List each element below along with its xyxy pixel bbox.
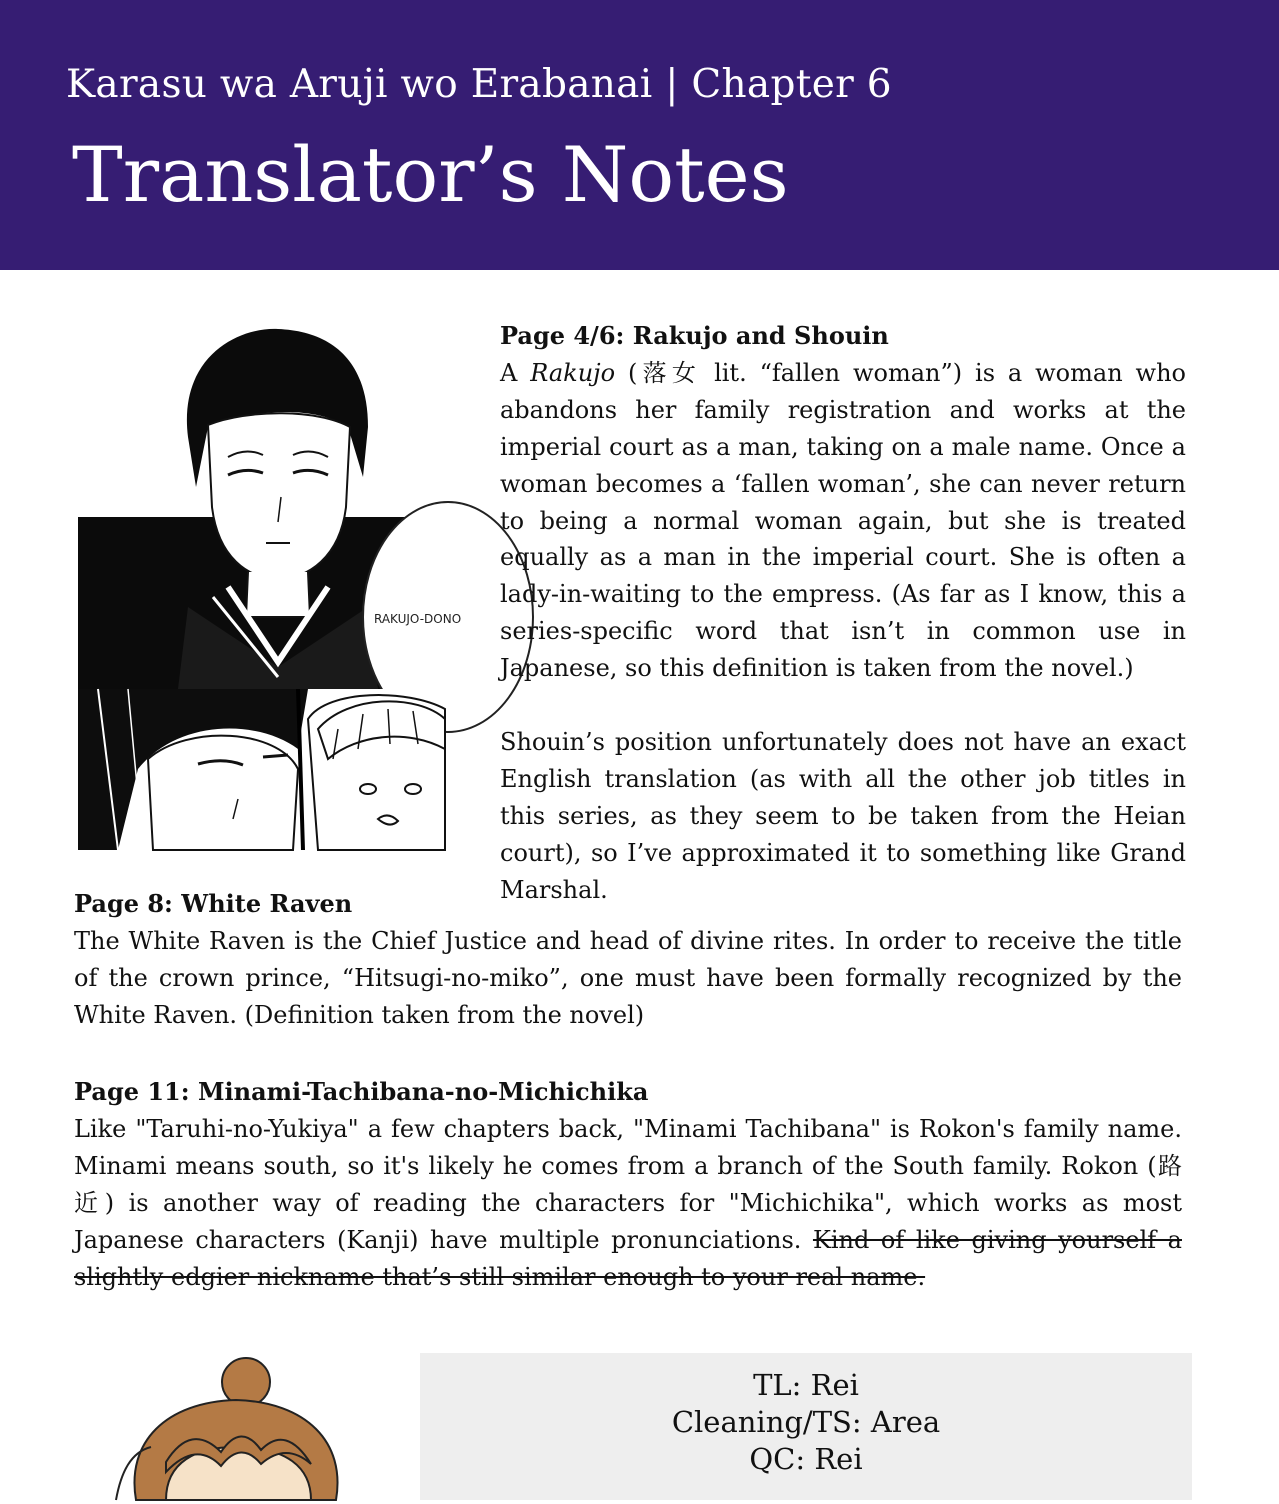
note-heading: Page 4/6: Rakujo and Shouin (500, 321, 889, 350)
credit-tl: TL: Rei (753, 1368, 859, 1402)
page-title: Translator’s Notes (72, 130, 789, 219)
note-paragraph (500, 355, 1186, 687)
note-text: (落女 lit. “fallen woman”) is a woman who abandons her family registration and works at the imperial court as a man, taking on a male name. Once a woman becomes a ‘fallen woman’, she can never return to being a normal woman again, but she is treated equally as a man in the imperial court. She is often a lady-in-waiting to the empress. (As far as I know, this a series-specific word that isn’t in common use in Japanese, so this definition is taken from the novel.) (500, 358, 1187, 683)
manga-panel-rakujo (78, 317, 462, 689)
credits-box (420, 1353, 1192, 1500)
header-banner (0, 0, 1279, 270)
note-heading: Page 11: Minami-Tachibana-no-Michichika (74, 1077, 649, 1106)
series-chapter-subtitle: Karasu wa Aruji wo Erabanai | Chapter 6 (66, 62, 892, 107)
note-paragraph (74, 1111, 1182, 1296)
note-text: Like "Taruhi-no-Yukiya" a few chapters back, "Minami Tachibana" is Rokon's family name. Minami means south, so it's likely he comes from a branch of the South family. Rokon (路近) is another way of reading the characters for "Michichika", which works as most Japanese characters (Kanji) have multiple pronunciations. (74, 1114, 1182, 1254)
note-paragraph: Shouin’s position unfortunately does not have an exact English translation (as with all the other job titles in this series, as they seem to be taken from the Heian court), so I’ve approximated it to something like Grand Marshal. (500, 727, 1186, 904)
note-paragraph: The White Raven is the Chief Justice and head of divine rites. In order to receive the title of the crown prince, “Hitsugi-no-miko”, one must have been formally recognized by the White Raven. (Definition taken from the novel) (74, 926, 1182, 1029)
speech-bubble-text: RAKUJO-DONO (374, 612, 462, 626)
manga-panel-shouin (78, 689, 445, 850)
chibi-character-icon (96, 1352, 376, 1500)
note-minami-tachibana (74, 1074, 1182, 1295)
rakujo-illustration (78, 317, 462, 689)
credit-qc: QC: Rei (749, 1442, 863, 1476)
note-rakujo-shouin (500, 318, 1186, 908)
note-heading: Page 8: White Raven (74, 889, 353, 918)
credit-cleaning-ts: Cleaning/TS: Area (671, 1405, 941, 1439)
note-text: A (500, 358, 531, 387)
mascot-illustration (96, 1352, 376, 1500)
note-term: Rakujo (530, 358, 616, 387)
shouin-illustration (78, 689, 445, 850)
struck-text: Kind of like giving yourself a slightly edgier nickname that’s still similar enough to your real name. (74, 1225, 1182, 1291)
note-white-raven (74, 886, 1182, 1034)
